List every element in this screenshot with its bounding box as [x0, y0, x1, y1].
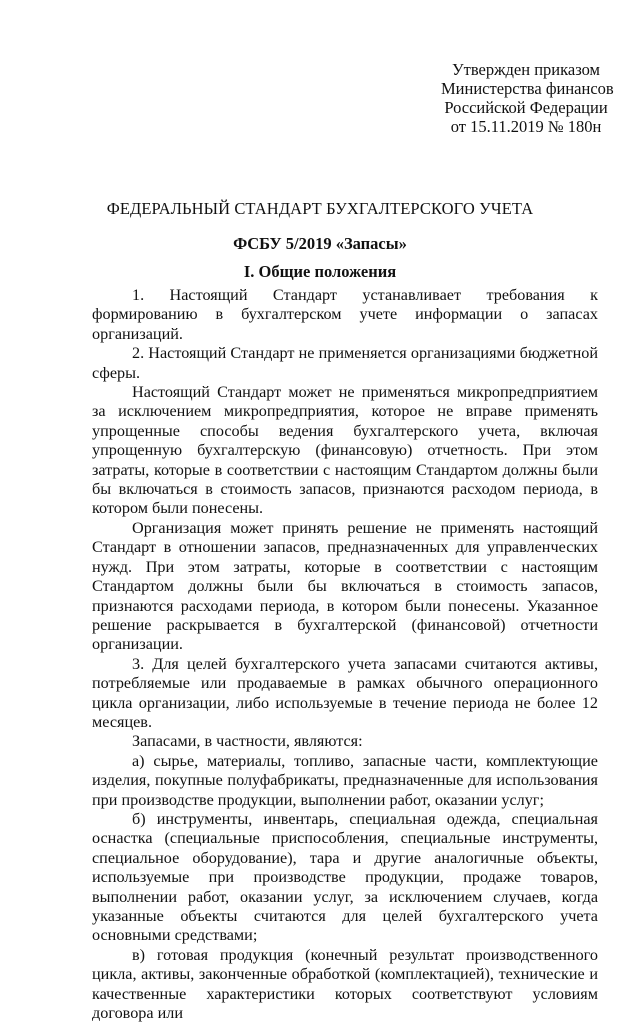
paragraph-2: 2. Настоящий Стандарт не применяется организациями бюджетной сферы.: [92, 344, 598, 382]
document-subtitle: ФСБУ 5/2019 «Запасы»: [233, 234, 407, 253]
paragraph-4: Организация может принять решение не применять настоящий Стандарт в отношении запасов, предназначенных для управленческих нужд. При этом затраты, которые в соответствии с настоящим Стандартом должны были бы включаться в стоимость запасов, признаются расходами периода, в котором были понесены. Указанное решение раскрывается в бухгалтерской (финансовой) отчетности организации.: [92, 518, 598, 654]
paragraph-3: Настоящий Стандарт может не применяться микропредприятием за исключением микропредприятия, которое не вправе применять упрощенные способы ведения бухгалтерского учета, включая упрощенную бухгалтерскую (финансовую) отчетность. При этом затраты, которые в соответствии с настоящим Стандартом должны были бы включаться в стоимость запасов, признаются расходом периода, в котором были понесены.: [92, 383, 598, 518]
document-body: [92, 286, 598, 1023]
approval-block: [441, 60, 614, 136]
approval-line-1: Утвержден приказом: [451, 60, 601, 79]
approval-line-2: Министерства финансов: [441, 79, 614, 98]
paragraph-8: б) инструменты, инвентарь, специальная одежда, специальная оснастка (специальные приспособления, специальные инструменты, специальное оборудование), тара и другие аналогичные объекты, используемые при производстве продукции, продаже товаров, выполнении работ, оказании услуг, за исключением случаев, когда указанные объекты считаются для целей бухгалтерского учета основными средствами;: [92, 809, 598, 945]
paragraph-6: Запасами, в частности, являются:: [132, 732, 363, 751]
paragraph-9: в) готовая продукция (конечный результат производственного цикла, активы, законченные обработкой (комплектацией), технические и качественные характеристики которых соответствуют условиям договора или: [92, 945, 598, 1023]
approval-line-4: от 15.11.2019 № 180н: [450, 117, 602, 136]
paragraph-1: 1. Настоящий Стандарт устанавливает требования к формированию в бухгалтерском учете информации о запасах организаций.: [92, 286, 598, 343]
section-heading: I. Общие положения: [243, 262, 397, 281]
document-title: ФЕДЕРАЛЬНЫЙ СТАНДАРТ БУХГАЛТЕРСКОГО УЧЕТА: [106, 199, 534, 218]
paragraph-7: а) сырье, материалы, топливо, запасные части, комплектующие изделия, покупные полуфабрикаты, предназначенные для использования при производстве продукции, выполнении работ, оказании услуг;: [92, 751, 598, 809]
paragraph-5: 3. Для целей бухгалтерского учета запасами считаются активы, потребляемые или продаваемые в рамках обычного операционного цикла организации, либо используемые в течение периода не более 12 месяцев.: [92, 654, 598, 731]
approval-line-3: Российской Федерации: [444, 98, 608, 117]
